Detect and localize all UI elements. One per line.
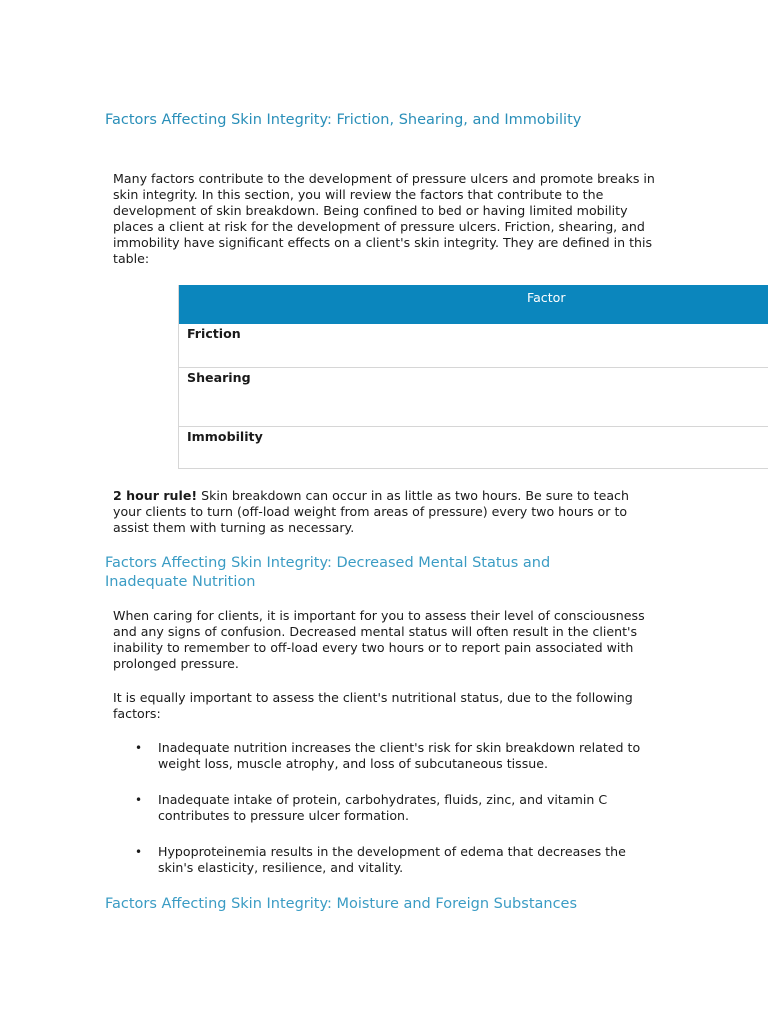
intro-paragraph: Many factors contribute to the development of pressure ulcers and promote breaks in skin integrity. In this section, you will review the factors that contribute to the development of skin breakdown. Being confined to bed or having limited mobility places a client at risk for the development of pressure ulcers. Friction, shearing, and immobility have significant effects on a client's skin integrity. They are defined in this table: [113,171,655,266]
bullet-icon: • [135,845,143,859]
factors-table [178,285,768,469]
table-cell-factor: Shearing [187,370,251,385]
list-item-text: Hypoproteinemia results in the development of edema that decreases the skin's elasticity, resilience, and vitality. [158,844,626,875]
list-item-text: Inadequate intake of protein, carbohydrates, fluids, zinc, and vitamin C contributes to pressure ulcer formation. [158,792,608,823]
two-hour-rule-paragraph [113,488,658,536]
nutrition-intro-paragraph: It is equally important to assess the client's nutritional status, due to the following factors: [113,690,633,721]
list-item [113,844,658,876]
section-heading-moisture-foreign-substances: Factors Affecting Skin Integrity: Moisture and Foreign Substances [105,896,578,912]
list-item [113,740,658,772]
table-header-factor: Factor [527,290,566,305]
mental-status-paragraph: When caring for clients, it is important for you to assess their level of consciousness and any signs of confusion. Decreased mental status will often result in the client's inability to remember to off-load every two hours or to report pain associated with prolonged pressure. [113,608,645,671]
section-heading-mental-status-nutrition: Factors Affecting Skin Integrity: Decreased Mental Status and Inadequate Nutrition [105,555,551,590]
two-hour-rule-text: Skin breakdown can occur in as little as two hours. Be sure to teach your clients to turn (off-load weight from areas of pressure) every two hours or to assist them with turning as necessary. [113,488,629,535]
list-item [113,792,658,824]
table-row-shearing [179,367,768,426]
table-row-immobility [179,426,768,468]
nutrition-factors-list [113,740,658,896]
table-header-row [179,285,768,324]
table-cell-factor: Friction [187,326,241,341]
list-item-text: Inadequate nutrition increases the client's risk for skin breakdown related to weight loss, muscle atrophy, and loss of subcutaneous tissue. [158,740,641,771]
table-cell-factor: Immobility [187,429,263,444]
bullet-icon: • [135,793,143,807]
section-heading-friction-shearing-immobility: Factors Affecting Skin Integrity: Friction, Shearing, and Immobility [105,112,582,128]
table-row-friction [179,324,768,367]
two-hour-rule-lead: 2 hour rule! [113,488,198,503]
bullet-icon: • [135,741,143,755]
